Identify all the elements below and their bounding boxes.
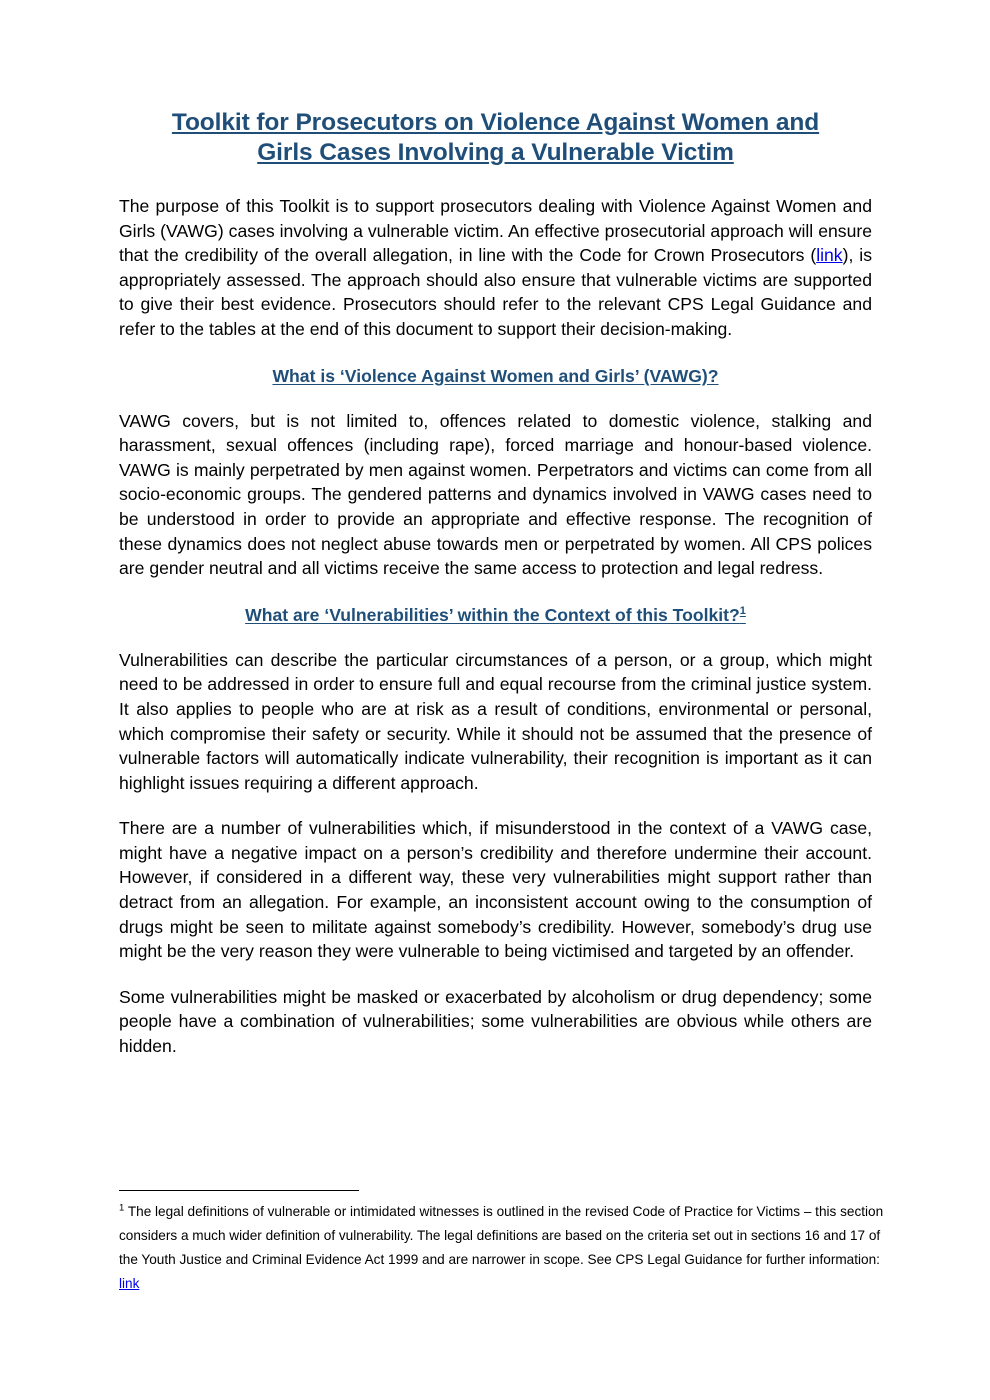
intro-text-before-link: The purpose of this Toolkit is to support prosecutors dealing with Violence Against Women and Girls (VAWG) cases involving a vulnerable victim. An effective prosecutorial approach will ensure that the credibility of the overall allegation, in line with the Code for Crown Prosecutors ( (119, 196, 872, 266)
paragraph-vulnerabilities-definition: Vulnerabilities can describe the particular circumstances of a person, or a group, which might need to be addressed in order to ensure full and equal recourse from the criminal justice system. It also applies to people who are at risk as a result of conditions, environmental or personal, which compromise their safety or security. While it should not be assumed that the presence of vulnerable factors will automatically indicate vulnerability, their recognition is important as it can highlight issues requiring a different approach. (119, 649, 872, 793)
code-for-crown-prosecutors-link[interactable]: link (816, 245, 843, 266)
paragraph-vawg-definition: VAWG covers, but is not limited to, offences related to domestic violence, stalking and harassment, sexual offences (including rape), forced marriage and honour-based violence. VAWG is mainly perpetrated by men against women. Perpetrators and victims can come from all socio-economic groups. The gendered patterns and dynamics involved in VAWG cases need to be understood in order to provide an appropriate and effective response. The recognition of these dynamics does not neglect abuse towards men or perpetrated by women. All CPS polices are gender neutral and all victims receive the same access to protection and legal redress. (119, 410, 872, 579)
footnote-separator-rule (119, 1190, 359, 1191)
page-title-line-1: Toolkit for Prosecutors on Violence Against Women and (171, 109, 820, 136)
intro-text-after-link: ), is appropriately assessed. The approach should also ensure that vulnerable victims are supported to give their best evidence. Prosecutors should refer to the relevant CPS Legal Guidance and refer to the tables at the end of this document to support their decision-making. (119, 245, 872, 339)
page-title-line-2: Girls Cases Involving a Vulnerable Victim (257, 139, 734, 166)
paragraph-vulnerabilities-credibility: There are a number of vulnerabilities which, if misunderstood in the context of a VAWG case, might have a negative impact on a person’s credibility and therefore undermine their account. However, if considered in a different way, these very vulnerabilities might support rather than detract from an allegation. For example, an inconsistent account owing to the consumption of drugs might be seen to militate against somebody’s credibility. However, somebody’s drug use might be the very reason they were vulnerable to being victimised and targeted by an offender. (119, 818, 872, 962)
paragraph-vulnerabilities-masked: Some vulnerabilities might be masked or exacerbated by alcoholism or drug dependency; some people have a combination of vulnerabilities; some vulnerabilities are obvious while others are hidden. (119, 986, 872, 1057)
section-heading-vawg-definition-text: What is ‘Violence Against Women and Girls’ (VAWG)? (272, 365, 719, 386)
footnote-number: 1 (119, 1202, 125, 1214)
footnote-area (119, 1190, 889, 1296)
document-body (119, 108, 872, 1059)
footnote-1 (119, 1200, 889, 1296)
section-heading-vawg-definition (119, 364, 872, 388)
footnote-reference-marker[interactable]: 1 (739, 604, 746, 617)
page-title (119, 108, 872, 168)
footnote-cps-guidance-link[interactable]: link (119, 1276, 140, 1291)
intro-paragraph (119, 194, 872, 342)
footnote-body-text: The legal definitions of vulnerable or intimidated witnesses is outlined in the revised Code of Practice for Victims – this section considers a much wider definition of vulnerability. The legal definitions are based on the criteria set out in sections 16 and 17 of the Youth Justice and Criminal Evidence Act 1999 and are narrower in scope. See CPS Legal Guidance for further information: (119, 1204, 884, 1267)
section-heading-vulnerabilities-text: What are ‘Vulnerabilities’ within the Context of this Toolkit? (245, 604, 740, 625)
section-heading-vulnerabilities (119, 603, 872, 627)
